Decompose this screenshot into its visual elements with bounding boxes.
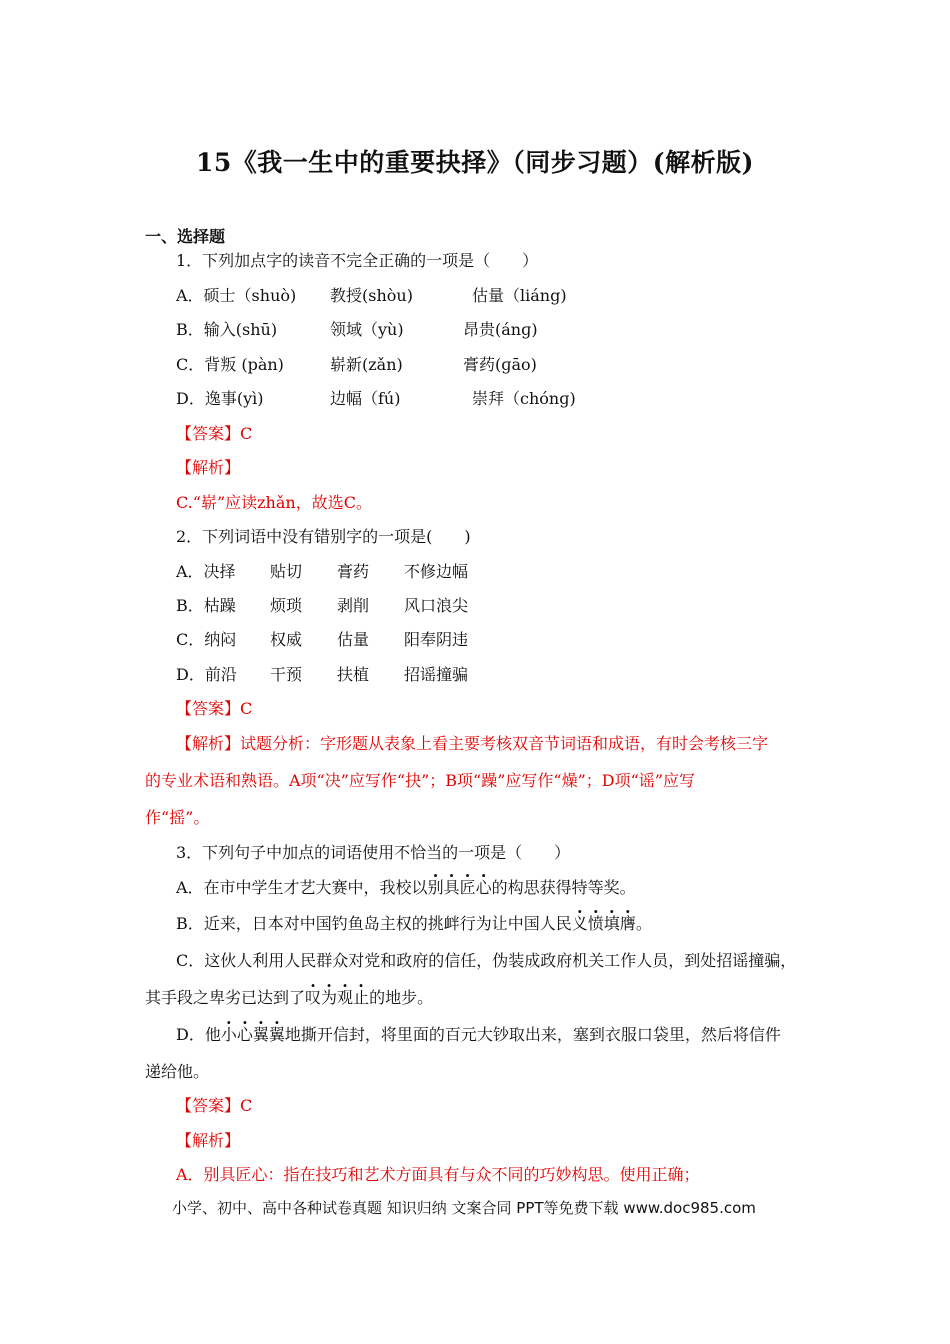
- q2-option-c: 估量: [337, 630, 370, 649]
- answer-tag: 【答案】: [176, 424, 241, 443]
- analysis-text: 试题分析：字形题从表象上看主要考核双音节词语和成语，有时会考核三字: [240, 734, 769, 753]
- page-title: 15《我一生中的重要抉择》（同步习题）(解析版): [196, 148, 754, 177]
- dotted-char: 义: [571, 914, 588, 933]
- dotted-char: 具: [443, 878, 460, 897]
- dotted-char: 别: [427, 878, 444, 897]
- dotted-word: [305, 988, 369, 1007]
- dotted-char: 叹: [305, 988, 322, 1007]
- option-text: D．他: [176, 1025, 221, 1044]
- q2-analysis: [176, 733, 768, 755]
- q2-option-c: 阳奉阴违: [404, 630, 469, 649]
- dotted-word: [221, 1025, 285, 1044]
- option-text: 其手段之卑劣已达到了: [145, 988, 306, 1007]
- q1-option-d: D．逸事(yì): [176, 389, 264, 408]
- q1-analysis: C.“崭”应读zhǎn，故选C。: [176, 493, 372, 512]
- q2-answer: [176, 698, 252, 720]
- q3-option-b: [176, 913, 652, 935]
- dotted-word: [572, 914, 636, 933]
- q1-option-a: 教授(shòu): [330, 286, 413, 305]
- question-2-stem: 2．下列词语中没有错别字的一项是( ): [176, 527, 471, 546]
- q2-option-d: 招谣撞骗: [404, 665, 469, 684]
- option-text: A．在市中学生才艺大赛中，我校以: [176, 878, 428, 897]
- q1-option-b: 领域（yù): [330, 320, 404, 339]
- q2-analysis-line: 作“摇”。: [145, 808, 210, 827]
- q2-option-a: 膏药: [337, 562, 370, 581]
- dotted-char: 匠: [459, 878, 476, 897]
- q2-option-a: A．决择: [176, 562, 236, 581]
- q2-option-b: 剥削: [337, 596, 370, 615]
- question-3-stem: 3．下列句子中加点的词语使用不恰当的一项是（ ）: [176, 843, 571, 862]
- q1-option-c: 崭新(zǎn): [330, 355, 403, 374]
- q3-answer: [176, 1095, 252, 1117]
- q1-option-b: B．输入(shū): [176, 320, 278, 339]
- q2-option-c: C．纳闷: [176, 630, 237, 649]
- q3-analysis-a: A．别具匠心：指在技巧和艺术方面具有与众不同的巧妙构思。使用正确；: [176, 1165, 700, 1184]
- q1-option-c: C．背叛 (pàn): [176, 355, 284, 374]
- dotted-char: 心: [236, 1025, 253, 1044]
- q2-option-b: 烦琐: [270, 596, 303, 615]
- answer-tag: 【答案】: [176, 699, 241, 718]
- dotted-char: 翼: [268, 1025, 285, 1044]
- page-footer: 小学、初中、高中各种试卷真题 知识归纳 文案合同 PPT等免费下载 www.doc985.com: [172, 1199, 756, 1217]
- option-text: 的构思获得特等奖。: [491, 878, 636, 897]
- q1-option-c: 膏药(ɡāo): [463, 355, 537, 374]
- dotted-char: 观: [337, 988, 354, 1007]
- q2-option-b: 风口浪尖: [404, 596, 469, 615]
- q2-analysis-line: 的专业术语和熟语。A项“决”应写作“抉”；B项“躁”应写作“燥”；D项“谣”应写: [145, 771, 695, 790]
- q1-option-a: A．硕士（shuò): [176, 286, 297, 305]
- analysis-tag: 【解析】: [176, 734, 241, 753]
- dotted-char: 心: [475, 878, 492, 897]
- q2-option-a: 贴切: [270, 562, 303, 581]
- q1-answer: [176, 423, 252, 445]
- option-text: B．近来，日本对中国钓鱼岛主权的挑衅行为让中国人民: [176, 914, 572, 933]
- q3-option-c: C．这伙人利用人民群众对党和政府的信任，伪装成政府机关工作人员，到处招谣撞骗，: [176, 951, 797, 970]
- q3-option-d: [176, 1024, 781, 1046]
- answer-tag: 【答案】: [176, 1096, 241, 1115]
- q1-option-d: 边幅（fú): [330, 389, 401, 408]
- q2-option-d: 扶植: [337, 665, 370, 684]
- q2-option-c: 权威: [270, 630, 303, 649]
- section-heading: 一、选择题: [145, 227, 226, 246]
- q3-option-c-line2: [145, 987, 433, 1009]
- option-text: 地撕开信封，将里面的百元大钞取出来，塞到衣服口袋里，然后将信件: [284, 1025, 781, 1044]
- answer-value: C: [240, 424, 253, 443]
- q2-option-d: 干预: [270, 665, 303, 684]
- answer-value: C: [240, 699, 253, 718]
- dotted-char: 翼: [252, 1025, 269, 1044]
- q2-option-b: B．枯躁: [176, 596, 236, 615]
- q2-option-a: 不修边幅: [404, 562, 469, 581]
- q1-option-a: 估量（liáng): [472, 286, 567, 305]
- dotted-char: 小: [220, 1025, 237, 1044]
- q1-option-b: 昂贵(ánɡ): [463, 320, 538, 339]
- dotted-char: 膺: [619, 914, 636, 933]
- q1-option-d: 崇拜（chónɡ): [472, 389, 576, 408]
- dotted-word: [428, 878, 492, 897]
- answer-value: C: [240, 1096, 253, 1115]
- q1-analysis-tag: 【解析】: [176, 458, 241, 477]
- dotted-char: 填: [603, 914, 620, 933]
- q3-analysis-tag: 【解析】: [176, 1131, 241, 1150]
- dotted-char: 为: [321, 988, 338, 1007]
- option-text: 。: [635, 914, 652, 933]
- dotted-char: 愤: [587, 914, 604, 933]
- q3-option-a: [176, 877, 636, 899]
- q3-option-d-line2: 递给他。: [145, 1062, 210, 1081]
- dotted-char: 止: [353, 988, 370, 1007]
- q2-option-d: D．前沿: [176, 665, 237, 684]
- question-1-stem: 1．下列加点字的读音不完全正确的一项是（ ）: [176, 251, 539, 270]
- option-text: 的地步。: [369, 988, 434, 1007]
